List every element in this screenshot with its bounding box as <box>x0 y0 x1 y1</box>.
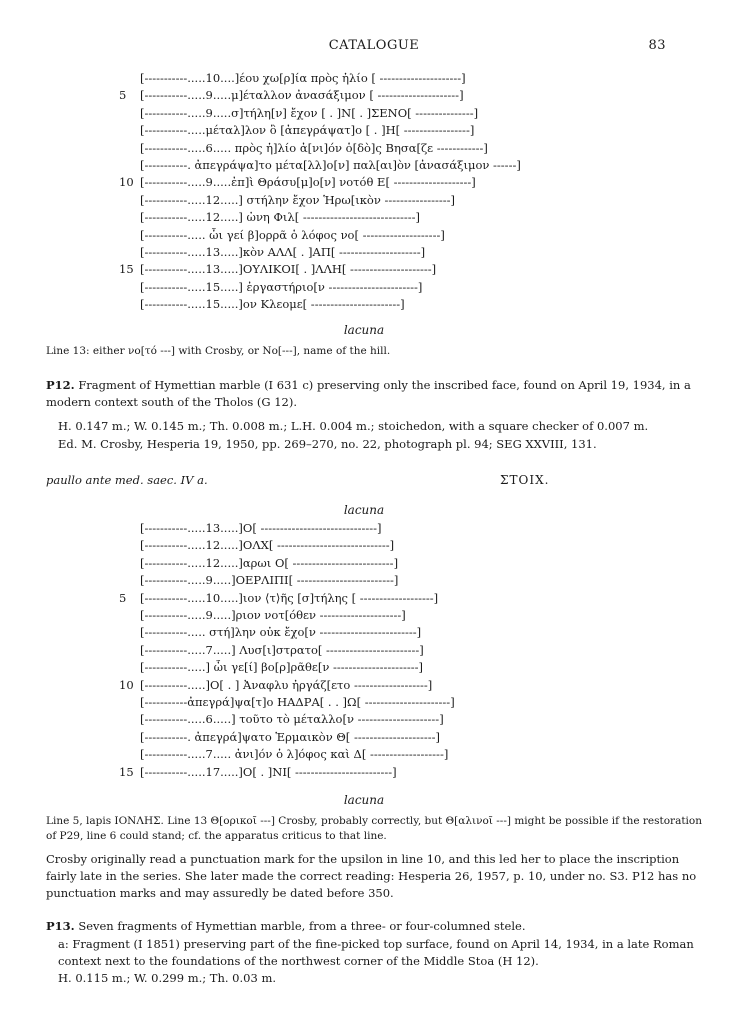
running-head <box>0 38 748 54</box>
inscription-line <box>0 209 748 226</box>
inscription-line <box>0 105 748 122</box>
inscription-line <box>0 642 748 659</box>
p12-description-text: Fragment of Hymettian marble (I 631 c) preserving only the inscribed face, found on April 19, 1934, in a modern context south of the Tholos (G 12). <box>46 378 691 409</box>
p12-dimensions: H. 0.147 m.; W. 0.145 m.; Th. 0.008 m.; L.H. 0.004 m.; stoichedon, with a square checker of 0.007 m. <box>58 419 649 433</box>
inscription-2-lacuna-bottom: lacuna <box>343 793 385 807</box>
line-text: [-----------ἀπεγρά]ψα[τ]ο ΗΑΔΡΑ[ . . ]Ω[ ----------------------] <box>140 695 455 709</box>
inscription-line <box>0 70 748 87</box>
p13-fragment-a: a: Fragment (I 1851) preserving part of the fine-picked top surface, found on April 14, 1934, in a late Roman context next to the foundations of the northwest corner of the Middle Stoa (H 12). <box>58 937 694 968</box>
p13-description <box>46 918 706 935</box>
line-number: 5 <box>119 88 127 103</box>
inscription-line <box>0 572 748 589</box>
inscription-line <box>0 122 748 139</box>
line-text: [-----------.....μέταλ]λον ὃ [ἀπεγράψατ]ο [ . ]Η[ -----------------] <box>140 123 475 138</box>
line-text: [-----------. ἀπεγράψα]το μέτα[λλ]ο[ν] παλ[αι]ὸν [ἀνασάξιμον ------] <box>140 158 521 172</box>
p13-label: P13. <box>46 919 75 933</box>
page-number: 83 <box>648 38 666 53</box>
inscription-line <box>0 140 748 157</box>
line-text: [-----------.....12.....]αρωι Ο[ --------------------------] <box>140 555 399 570</box>
line-text: [-----------.....7..... ἀνι]όν ὁ λ]όφος καὶ Δ[ -------------------] <box>140 747 449 762</box>
inscription-line <box>0 227 748 244</box>
inscription-line <box>0 296 748 313</box>
line-text: [-----------.....13.....]κὸν ΑΛΛ[ . ]ΑΠ[ ---------------------] <box>140 245 426 259</box>
line-text: [-----------.....] ὦι γε[ί] βο[ρ]ρᾶθε[ν ----------------------] <box>140 660 423 675</box>
inscription-line <box>0 555 748 572</box>
line-text: [-----------.....9.....μ]έταλλον ἀνασάξιμον [ ---------------------] <box>140 88 464 103</box>
p12-stoichedon: ΣΤΟΙΧ. <box>500 473 550 487</box>
inscription-line <box>0 261 748 278</box>
inscription-line <box>0 746 748 763</box>
inscription-2-note: Line 5, lapis ΙΟΝΛΗΣ. Line 13 Θ[ορικοῖ ---] Crosby, probably correctly, but Θ[αλινοῖ ---] might be possible if the restoration of P29, line 6 could stand; cf. the apparatus criticus to that line. <box>46 815 702 842</box>
inscription-line <box>0 659 748 676</box>
line-text: [-----------.....12.....]ΟΛΧ[ -----------------------------] <box>140 538 395 553</box>
p12-description <box>46 377 706 411</box>
inscription-line <box>0 624 748 641</box>
line-text: [-----------. ἀπεγρά]ψατο Ἑρμαικὸν Θ[ ---------------------] <box>140 729 441 744</box>
line-text: [-----------.....7.....] Λυσ[ι]στρατο[ ------------------------] <box>140 642 424 657</box>
inscription-line <box>0 157 748 174</box>
line-text: [-----------.....6.....] τοῦτο τὸ μέταλλο[ν ---------------------] <box>140 712 444 727</box>
line-text: [-----------.....10.....]ιον ⟨τ⟩ῆς [σ]τήλης [ -------------------] <box>140 590 439 605</box>
line-text: [-----------.....13.....]Ο[ ------------------------------] <box>140 521 382 535</box>
line-text: [-----------.....12.....] στήλην ἔχον Ἡρω[ικὸν -----------------] <box>140 192 456 207</box>
inscription-line <box>0 520 748 537</box>
line-text: [-----------.....15.....]ον Κλεομε[ -----------------------] <box>140 297 405 312</box>
inscription-line <box>0 677 748 694</box>
line-text: [-----------.....15.....] ἐργαστήριο[ν -----------------------] <box>140 279 423 294</box>
line-text: [-----------.....17.....]Ο[ . ]ΝΙ[ -------------------------] <box>140 764 397 779</box>
line-number: 15 <box>119 262 134 277</box>
inscription-line <box>0 711 748 728</box>
line-number: 15 <box>119 764 134 779</box>
p12-edition: Ed. M. Crosby, Hesperia 19, 1950, pp. 269–270, no. 22, photograph pl. 94; SEG XXVIII, 131. <box>58 437 597 451</box>
inscription-line <box>0 279 748 296</box>
inscription-line <box>0 694 748 711</box>
inscription-line <box>0 87 748 104</box>
inscription-line <box>0 174 748 191</box>
inscription-line <box>0 590 748 607</box>
line-number: 10 <box>119 175 134 190</box>
line-text: [-----------.....6..... πρὸς ἡ]λίο ἀ[νι]όν ὁ[δὸ]ς Βησα[ζε ------------] <box>140 140 488 155</box>
p12-date: paullo ante med. saec. IV a. <box>46 473 208 487</box>
line-text: [-----------.....9.....]ριον νοτ[όθεν ---------------------] <box>140 608 406 622</box>
line-number: 5 <box>119 590 127 605</box>
line-text: [-----------.....10....]έου χω[ρ]ία πρὸς ἡλίο [ ---------------------] <box>140 71 466 85</box>
p12-commentary: Crosby originally read a punctuation mark for the upsilon in line 10, and this led her to place the inscription fairly late in the series. She later made the correct reading: Hesperia 26, 1957, p. 10, under no. S3. P12 has no punctuation marks and may assuredly be dated before 350. <box>46 852 697 900</box>
p12-label: P12. <box>46 378 75 392</box>
inscription-line <box>0 537 748 554</box>
line-text: [-----------.....9.....ἐπ]ὶ Θράσυ[μ]ο[ν] νοτόθ Ε[ --------------------] <box>140 175 476 190</box>
line-text: [-----------.....9.....]ΟΕΡΛΙΠΙ[ -------------------------] <box>140 573 399 588</box>
line-number: 10 <box>119 677 134 692</box>
inscription-line <box>0 729 748 746</box>
line-text: [-----------..... στή]λην οὐκ ἔχο[ν -------------------------] <box>140 625 422 640</box>
inscription-line <box>0 244 748 261</box>
inscription-line <box>0 764 748 781</box>
line-text: [-----------.....9.....σ]τήλη[ν] ἔχον [ . ]Ν[ . ]ΣΕΝΟ[ ---------------] <box>140 105 479 120</box>
line-text: [-----------.....12.....] ὠνη Φιλ[ -----------------------------] <box>140 210 421 225</box>
running-head-title: CATALOGUE <box>328 38 420 53</box>
line-text: [-----------.....13.....]ΟΥΛΙΚΟΙ[ . ]ΛΛΗ[ ---------------------] <box>140 262 437 277</box>
line-text: [-----------..... ὦι γεί β]ορρᾶ ὁ λόφος νο[ --------------------] <box>140 227 445 242</box>
inscription-1-note: Line 13: either νο[τό ---] with Crosby, or Νο[---], name of the hill. <box>46 345 391 357</box>
inscription-line <box>0 192 748 209</box>
inscription-1-lacuna: lacuna <box>343 323 385 337</box>
line-text: [-----------.....]Ο[ . ] Ἀναφλυ ἠργάζ[ετο -------------------] <box>140 677 433 692</box>
inscription-2-lacuna-top: lacuna <box>343 503 385 517</box>
p13-dimensions: H. 0.115 m.; W. 0.299 m.; Th. 0.03 m. <box>58 971 277 985</box>
p13-description-text: Seven fragments of Hymettian marble, from a three- or four-columned stele. <box>78 919 526 933</box>
inscription-line <box>0 607 748 624</box>
